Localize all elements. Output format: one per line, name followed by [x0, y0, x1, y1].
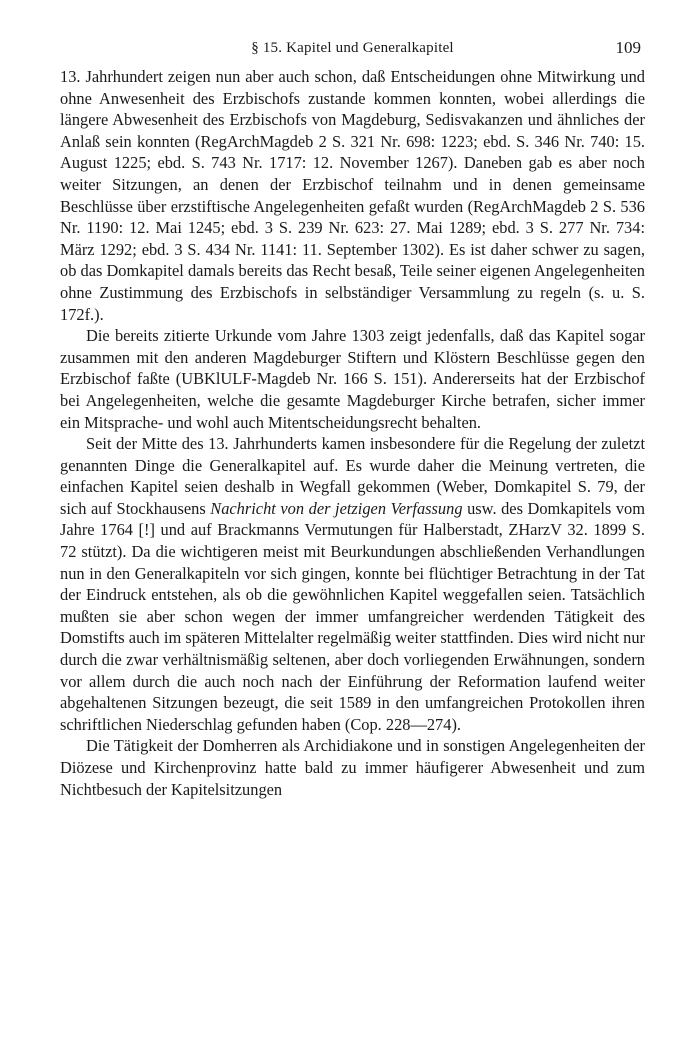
running-header — [60, 36, 645, 60]
page-number: 109 — [615, 38, 641, 57]
text-segment: Seit der Mitte des 13. Jahrhunderts kamen insbesondere für die Regelung der zuletzt genannten Dinge die Generalkapitel auf. Es wurde daher die Meinung vertreten, die einfachen Kapitel seien deshalb in Wegfall gekommen (Weber, Domkapitel S. 79, der sich auf Stockhausens — [60, 434, 645, 518]
paragraph — [60, 66, 645, 325]
text-segment: 13. Jahrhundert zeigen nun aber auch schon, daß Entscheidungen ohne Mitwirkung und ohne Anwesenheit des Erzbischofs zustande kommen konnten, wobei allerdings die längere Abwesenheit des Erzbischofs von Magdeburg, Sedisvakanzen und ähnliches der Anlaß sein konnten (RegArchMagdeb 2 S. 321 Nr. 698: 1223; ebd. S. 346 Nr. 740: 15. August 1225; ebd. S. 743 Nr. 1717: 12. November 1267). Daneben gab es aber noch weiter Sitzungen, an denen der Erzbischof teilnahm und in denen gemeinsame Beschlüsse über erzstiftische Angelegenheiten gefaßt wurden (RegArchMagdeb 2 S. 536 Nr. 1190: 12. Mai 1245; ebd. 3 S. 239 Nr. 623: 27. Mai 1289; ebd. 3 S. 277 Nr. 734: März 1292; ebd. 3 S. 434 Nr. 1141: 11. September 1302). Es ist daher schwer zu sagen, ob das Domkapitel damals bereits das Recht besaß, Teile seiner eigenen Angelegenheiten ohne Zustimmung des Erzbischofs in selbständiger Versammlung zu regeln (s. u. S. 172f.). — [60, 67, 645, 324]
paragraph — [60, 325, 645, 433]
book-page — [60, 36, 645, 800]
text-segment: usw. des Domkapitels vom Jahre 1764 [!] und auf Brackmanns Vermutungen für Halberstadt, ZHarzV 32. 1899 S. 72 stützt). Da die wichtigeren meist mit Beurkundungen abschließenden Verhandlungen nun in den Generalkapiteln vor sich gingen, konnte bei flüchtiger Betrachtung in der Tat der Eindruck entstehen, als ob die gewöhnlichen Kapitel weggefallen seien. Tatsächlich mußten sie aber schon wegen der immer umfangreicher werdenden Tätigkeit des Domstifts auch im späteren Mittelalter regelmäßig weiter stattfinden. Dies wird nicht nur durch die zwar verhältnismäßig seltenen, aber doch vorliegenden Erwähnungen, sondern vor allem durch die auch noch nach der Einführung der Reformation laufend weiter abgehaltenen Sitzungen bezeugt, die seit 1589 in den umfangreichen Protokollen ihren schriftlichen Niederschlag gefunden haben (Cop. 228—274). — [60, 498, 645, 734]
text-segment: Die Tätigkeit der Domherren als Archidiakone und in sonstigen Angelegenheiten der Diözese und Kirchenprovinz hatte bald zu immer häufigerer Abwesenheit und zum Nichtbesuch der Kapitelsitzungen — [60, 736, 645, 799]
running-title: § 15. Kapitel und Generalkapitel — [251, 40, 454, 56]
paragraph — [60, 735, 645, 800]
body-text — [60, 66, 645, 800]
italic-title: Nachricht von der jetzigen Verfassung — [210, 498, 463, 518]
text-segment: Die bereits zitierte Urkunde vom Jahre 1303 zeigt jedenfalls, daß das Kapitel sogar zusammen mit den anderen Magdeburger Stiftern und Klöstern Beschlüsse gegen den Erzbischof faßte (UBKlULF-Magdeb Nr. 166 S. 151). Andererseits hat der Erzbischof bei Angelegenheiten, welche die gesamte Magdeburger Kirche betrafen, sicher immer ein Mitsprache- und wohl auch Mitentscheidungsrecht behalten. — [60, 326, 645, 432]
paragraph — [60, 433, 645, 735]
